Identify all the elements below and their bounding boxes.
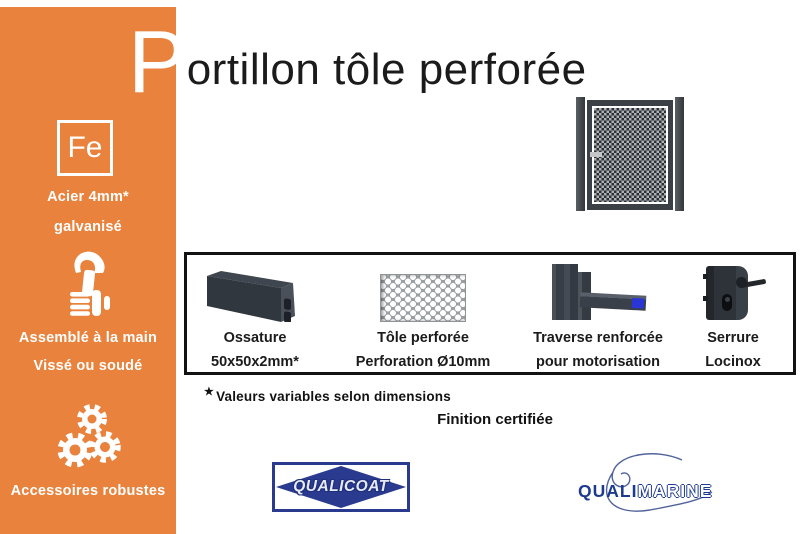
hand-wrench-icon <box>54 250 122 324</box>
feature-label: Tôle perforée <box>377 330 469 346</box>
keyhole-icon <box>722 294 732 311</box>
assembly-line-2: Vissé ou soudé <box>33 358 143 374</box>
feature-spec: 50x50x2mm* <box>211 354 299 370</box>
assembly-line-1: Assemblé à la main <box>18 330 158 346</box>
qualimarine-label-solid: QUALI <box>578 481 638 501</box>
feature-spec: Perforation Ø10mm <box>355 354 491 370</box>
blue-end-cap <box>632 298 645 309</box>
gears-icon <box>52 402 126 472</box>
motorisation-crossbar-image <box>546 264 650 322</box>
qualimarine-logo <box>570 450 720 514</box>
qualimarine-label <box>578 481 712 502</box>
page-title-rest: ortillon tôle perforée <box>186 45 587 94</box>
feature-label-2: pour motorisation <box>535 354 661 370</box>
fe-symbol-icon <box>57 120 113 176</box>
gate-post-left <box>576 97 585 211</box>
material-line-2: galvanisé <box>54 219 122 235</box>
feature-item-ossature <box>187 255 323 372</box>
gate-post-right <box>675 97 684 211</box>
fe-symbol-label: Fe <box>67 131 103 164</box>
locinox-lock-image <box>700 264 766 322</box>
qualicoat-logo <box>272 462 410 512</box>
feature-label: Ossature <box>223 330 287 346</box>
qualimarine-label-outline: MARINE <box>637 481 713 501</box>
feature-item-tole-perforee <box>323 255 523 372</box>
footnote-text: Valeurs variables selon dimensions <box>216 389 451 404</box>
page-title-initial: P <box>128 12 187 111</box>
frame-profile-image <box>205 264 305 322</box>
asterisk-star-icon: ★ <box>204 386 215 398</box>
certification-heading: Finition certifiée <box>437 411 553 428</box>
accessories-line: Accessoires robustes <box>10 483 166 499</box>
gate-handle-icon <box>590 152 602 157</box>
feature-item-traverse <box>523 255 673 372</box>
feature-label: Traverse renforcée <box>533 330 663 346</box>
gate-mesh <box>594 108 666 202</box>
perforated-sheet-gate-photo <box>576 96 684 216</box>
perforated-sheet-image <box>380 264 466 322</box>
feature-label: Serrure <box>707 330 759 346</box>
feature-item-serrure <box>673 255 793 372</box>
footnote <box>204 385 451 404</box>
material-line-1: Acier 4mm* <box>47 189 129 205</box>
qualicoat-label: QUALICOAT <box>293 478 389 495</box>
page-title <box>128 3 587 111</box>
features-panel <box>184 252 796 375</box>
gate-frame <box>587 100 673 210</box>
feature-spec: Locinox <box>705 354 761 370</box>
